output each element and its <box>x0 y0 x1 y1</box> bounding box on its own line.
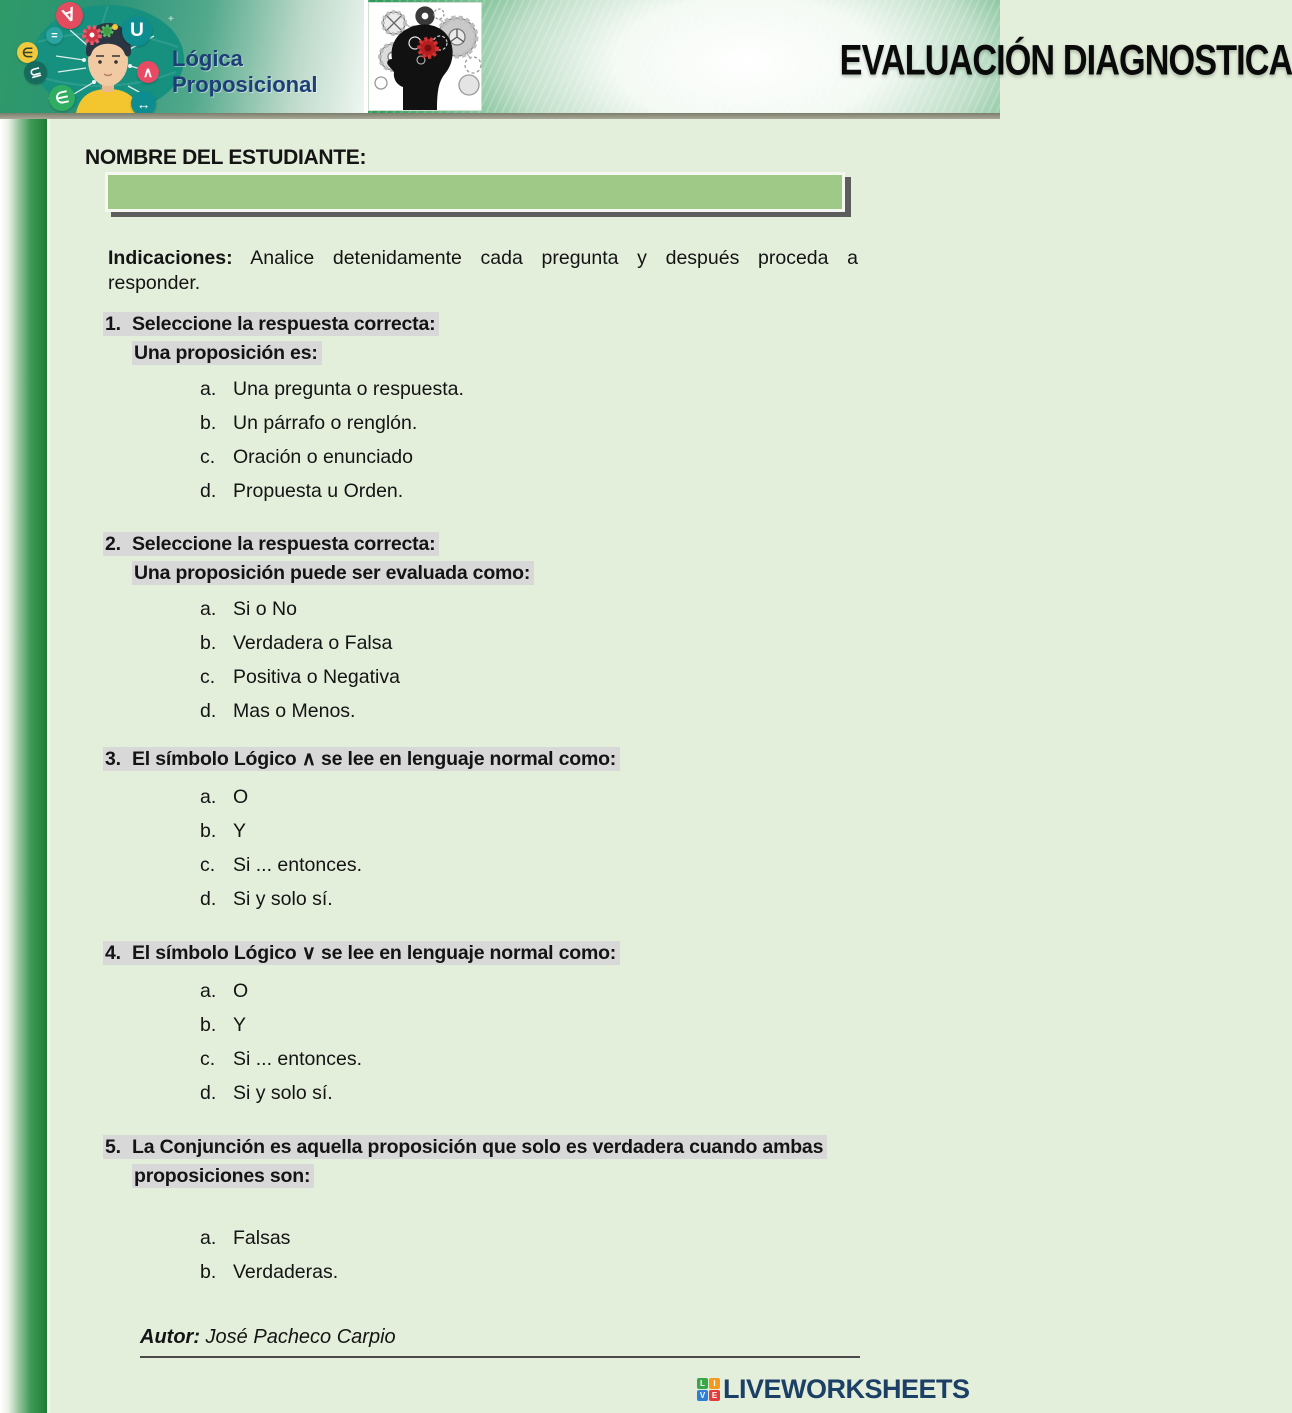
instructions-line2: responder. <box>108 272 201 294</box>
instructions-line1: Analice detenidamente cada pregunta y después proceda a <box>250 247 859 269</box>
author-name: José Pacheco Carpio <box>205 1326 396 1348</box>
question-number: 1. <box>105 313 121 335</box>
liveworksheets-logo <box>697 1374 970 1405</box>
question-5 <box>103 1133 878 1289</box>
option-a[interactable]: a. Falsas <box>200 1227 291 1249</box>
biconditional-icon: ↔ <box>131 91 156 116</box>
question-heading: 3. El símbolo Lógico ∧ se lee en lenguaje normal como: <box>103 745 878 774</box>
option-b[interactable]: b. Un párrafo o renglón. <box>200 412 418 434</box>
question-number: 2. <box>105 533 121 555</box>
student-name-label: NOMBRE DEL ESTUDIANTE: <box>85 146 367 169</box>
option-a[interactable]: a. O <box>200 980 249 1002</box>
student-name-input[interactable] <box>105 172 845 212</box>
option-c[interactable]: c. Si ... entonces. <box>200 1048 362 1070</box>
author-line <box>140 1326 860 1358</box>
question-heading: 4. El símbolo Lógico ∨ se lee en lenguaje normal como: <box>103 939 878 968</box>
option-d[interactable]: d. Si y solo sí. <box>200 888 333 910</box>
question-2 <box>103 530 878 728</box>
question-heading: 1. Seleccione la respuesta correcta: <box>103 310 878 339</box>
icon-letter-v: V <box>697 1390 708 1401</box>
instructions-text <box>108 246 858 296</box>
option-a[interactable]: a. Si o No <box>200 598 297 620</box>
element-of-icon: ∈ <box>17 42 38 63</box>
logo-banner <box>0 0 364 113</box>
union-icon: U <box>122 16 152 46</box>
brain-gears-illustration <box>368 2 482 111</box>
left-border-decoration <box>0 119 50 1413</box>
question-heading-line2: Una proposición puede ser evaluada como: <box>103 559 878 588</box>
header-shadow-divider <box>0 113 1000 119</box>
question-number: 3. <box>105 748 121 770</box>
option-d[interactable]: d. Mas o Menos. <box>200 700 356 722</box>
page-title: EVALUACIÓN DIAGNOSTICA <box>839 36 1292 84</box>
author-label: Autor: <box>140 1326 200 1348</box>
forall-icon: ∀ <box>52 0 87 33</box>
option-b[interactable]: b. Verdadera o Falsa <box>200 632 393 654</box>
option-d[interactable]: d. Propuesta u Orden. <box>200 480 404 502</box>
header-banner <box>0 0 1292 113</box>
option-b[interactable]: b. Verdaderas. <box>200 1261 339 1283</box>
option-a[interactable]: a. Una pregunta o respuesta. <box>200 378 464 400</box>
option-b[interactable]: b. Y <box>200 1014 247 1036</box>
question-number: 5. <box>105 1136 121 1158</box>
liveworksheets-icon <box>697 1378 720 1401</box>
element-of-icon-2: ∈ <box>47 83 78 114</box>
question-heading-line2: proposiciones son: <box>103 1162 878 1191</box>
question-4 <box>103 939 878 1110</box>
question-heading: 5. La Conjunción es aquella proposición que solo es verdadera cuando ambas <box>103 1133 878 1162</box>
question-number: 4. <box>105 942 121 964</box>
logo-title: Lógica Proposicional <box>172 46 318 98</box>
question-1 <box>103 310 878 508</box>
brand-name: LIVEWORKSHEETS <box>723 1374 970 1404</box>
question-heading: 2. Seleccione la respuesta correcta: <box>103 530 878 559</box>
instructions-label: Indicaciones: <box>108 247 233 269</box>
icon-letter-e: E <box>709 1390 720 1401</box>
option-c[interactable]: c. Si ... entonces. <box>200 854 362 876</box>
option-b[interactable]: b. Y <box>200 820 247 842</box>
option-c[interactable]: c. Oración o enunciado <box>200 446 413 468</box>
subset-icon: ⊆ <box>21 58 49 86</box>
icon-letter-i: I <box>709 1378 720 1389</box>
option-d[interactable]: d. Si y solo sí. <box>200 1082 333 1104</box>
question-3 <box>103 745 878 916</box>
question-heading-line2: Una proposición es: <box>103 339 878 368</box>
option-c[interactable]: c. Positiva o Negativa <box>200 666 400 688</box>
icon-letter-l: L <box>697 1378 708 1389</box>
option-a[interactable]: a. O <box>200 786 249 808</box>
conjunction-icon: ∧ <box>137 61 159 83</box>
svg-text:+: + <box>168 14 174 25</box>
equals-icon: = <box>46 27 63 44</box>
